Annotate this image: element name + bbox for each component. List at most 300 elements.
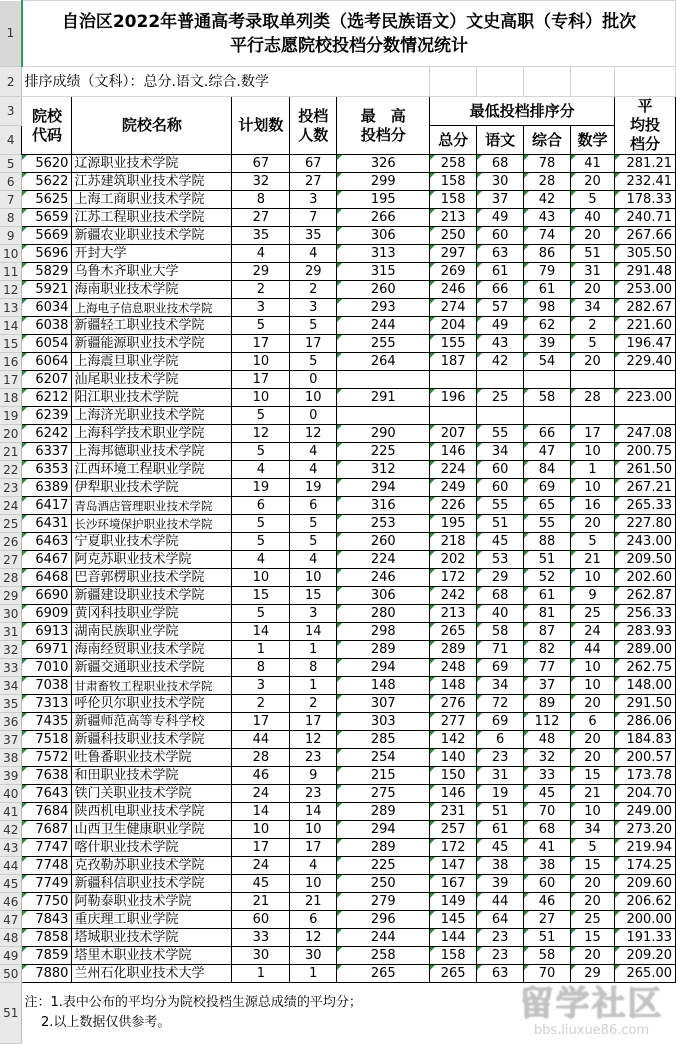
- cell-max[interactable]: 244: [337, 929, 430, 947]
- cell-name[interactable]: 阿克苏职业技术学院: [72, 551, 232, 569]
- cell-name[interactable]: 新疆能源职业技术学院: [72, 335, 232, 353]
- cell-max[interactable]: 265: [337, 965, 430, 983]
- cell-code[interactable]: 5625: [22, 191, 72, 209]
- cell-name[interactable]: 喀什职业技术学院: [72, 839, 232, 857]
- cell-admitted[interactable]: 8: [290, 659, 337, 677]
- cell-chinese[interactable]: 60: [477, 479, 524, 497]
- row-header[interactable]: 17: [0, 371, 22, 389]
- cell-avg[interactable]: 243.00: [614, 533, 675, 551]
- cell-plan[interactable]: 24: [232, 857, 290, 875]
- row-header[interactable]: 35: [0, 695, 22, 713]
- cell-math[interactable]: 16: [571, 497, 615, 515]
- cell-admitted[interactable]: 14: [290, 623, 337, 641]
- cell-code[interactable]: 5620: [22, 155, 72, 173]
- cell-comprehensive[interactable]: 86: [524, 245, 571, 263]
- cell-plan[interactable]: 15: [232, 587, 290, 605]
- cell-name[interactable]: 上海科学技术职业学院: [72, 425, 232, 443]
- cell-admitted[interactable]: 17: [290, 713, 337, 731]
- cell-name[interactable]: 吐鲁番职业技术学院: [72, 749, 232, 767]
- cell-avg[interactable]: 174.25: [614, 857, 675, 875]
- cell-plan[interactable]: 19: [232, 479, 290, 497]
- cell-avg[interactable]: 247.08: [614, 425, 675, 443]
- header-chinese[interactable]: 语文: [477, 126, 524, 155]
- cell-chinese[interactable]: 55: [477, 425, 524, 443]
- cell-total[interactable]: 149: [430, 893, 477, 911]
- cell-comprehensive[interactable]: 82: [524, 641, 571, 659]
- cell-admitted[interactable]: 29: [290, 263, 337, 281]
- cell-name[interactable]: 和田职业技术学院: [72, 767, 232, 785]
- cell-code[interactable]: 7880: [22, 965, 72, 983]
- row-header[interactable]: 46: [0, 893, 22, 911]
- cell-plan[interactable]: 10: [232, 389, 290, 407]
- row-header[interactable]: 43: [0, 839, 22, 857]
- cell-math[interactable]: 20: [571, 173, 615, 191]
- cell-admitted[interactable]: 1: [290, 677, 337, 695]
- cell-name[interactable]: 陕西机电职业技术学院: [72, 803, 232, 821]
- cell-total[interactable]: 146: [430, 443, 477, 461]
- cell-code[interactable]: 6064: [22, 353, 72, 371]
- cell-plan[interactable]: 14: [232, 623, 290, 641]
- cell-avg[interactable]: 253.00: [614, 281, 675, 299]
- cell-math[interactable]: 20: [571, 353, 615, 371]
- row-header[interactable]: 28: [0, 569, 22, 587]
- cell-max[interactable]: 264: [337, 353, 430, 371]
- row-header[interactable]: 9: [0, 227, 22, 245]
- cell-total[interactable]: 196: [430, 389, 477, 407]
- cell-comprehensive[interactable]: 70: [524, 965, 571, 983]
- cell-max[interactable]: 290: [337, 425, 430, 443]
- cell-chinese[interactable]: 60: [477, 461, 524, 479]
- cell-name[interactable]: 甘肃畜牧工程职业技术学院: [72, 677, 232, 695]
- header-math[interactable]: 数学: [571, 126, 615, 155]
- cell-total[interactable]: 140: [430, 749, 477, 767]
- cell-admitted[interactable]: 5: [290, 353, 337, 371]
- cell-total[interactable]: 145: [430, 911, 477, 929]
- cell-admitted[interactable]: 5: [290, 515, 337, 533]
- cell-comprehensive[interactable]: 45: [524, 785, 571, 803]
- cell-avg[interactable]: 262.87: [614, 587, 675, 605]
- cell-name[interactable]: 江西环境工程职业学院: [72, 461, 232, 479]
- cell-total[interactable]: 226: [430, 497, 477, 515]
- cell-code[interactable]: 6913: [22, 623, 72, 641]
- cell-avg[interactable]: 227.80: [614, 515, 675, 533]
- cell-total[interactable]: 249: [430, 479, 477, 497]
- cell-code[interactable]: 7435: [22, 713, 72, 731]
- cell-code[interactable]: 5659: [22, 209, 72, 227]
- row-header[interactable]: 20: [0, 425, 22, 443]
- cell-total[interactable]: 158: [430, 191, 477, 209]
- cell-comprehensive[interactable]: 48: [524, 731, 571, 749]
- cell-total[interactable]: 187: [430, 353, 477, 371]
- cell-code[interactable]: 6337: [22, 443, 72, 461]
- header-min-group[interactable]: 最低投档排序分: [430, 97, 615, 126]
- cell-avg[interactable]: 209.60: [614, 875, 675, 893]
- cell-math[interactable]: 51: [571, 245, 615, 263]
- cell-chinese[interactable]: 53: [477, 551, 524, 569]
- cell-chinese[interactable]: 63: [477, 965, 524, 983]
- cell-total[interactable]: 276: [430, 695, 477, 713]
- header-plan[interactable]: 计划数: [232, 97, 290, 155]
- row-header[interactable]: 27: [0, 551, 22, 569]
- cell-code[interactable]: 6242: [22, 425, 72, 443]
- cell-chinese[interactable]: 34: [477, 443, 524, 461]
- row-header[interactable]: 12: [0, 281, 22, 299]
- cell-max[interactable]: 307: [337, 695, 430, 713]
- row-header[interactable]: 21: [0, 443, 22, 461]
- cell-total[interactable]: 213: [430, 209, 477, 227]
- cell-comprehensive[interactable]: 43: [524, 209, 571, 227]
- cell-max[interactable]: 260: [337, 281, 430, 299]
- cell-max[interactable]: 289: [337, 839, 430, 857]
- cell-total[interactable]: 274: [430, 299, 477, 317]
- cell-avg[interactable]: 206.62: [614, 893, 675, 911]
- cell-max[interactable]: 298: [337, 623, 430, 641]
- cell-total[interactable]: 248: [430, 659, 477, 677]
- cell-total[interactable]: 289: [430, 641, 477, 659]
- cell-admitted[interactable]: 35: [290, 227, 337, 245]
- cell-name[interactable]: 海南经贸职业技术学院: [72, 641, 232, 659]
- row-header[interactable]: 30: [0, 605, 22, 623]
- cell-avg[interactable]: 273.20: [614, 821, 675, 839]
- cell-comprehensive[interactable]: 41: [524, 839, 571, 857]
- cell-name[interactable]: 新疆轻工职业技术学院: [72, 317, 232, 335]
- cell-total[interactable]: 202: [430, 551, 477, 569]
- cell-plan[interactable]: 4: [232, 461, 290, 479]
- cell-comprehensive[interactable]: 62: [524, 317, 571, 335]
- cell-admitted[interactable]: 10: [290, 569, 337, 587]
- cell-max[interactable]: 250: [337, 875, 430, 893]
- empty-cell[interactable]: [477, 67, 524, 97]
- row-header[interactable]: 37: [0, 731, 22, 749]
- cell-comprehensive[interactable]: 42: [524, 191, 571, 209]
- row-header[interactable]: 33: [0, 659, 22, 677]
- cell-avg[interactable]: 240.71: [614, 209, 675, 227]
- cell-max[interactable]: 294: [337, 821, 430, 839]
- cell-max[interactable]: 195: [337, 191, 430, 209]
- cell-plan[interactable]: 8: [232, 659, 290, 677]
- cell-code[interactable]: 6389: [22, 479, 72, 497]
- cell-math[interactable]: 1: [571, 461, 615, 479]
- cell-plan[interactable]: 5: [232, 605, 290, 623]
- cell-math[interactable]: 28: [571, 389, 615, 407]
- cell-total[interactable]: 204: [430, 317, 477, 335]
- cell-math[interactable]: 21: [571, 785, 615, 803]
- cell-chinese[interactable]: 6: [477, 731, 524, 749]
- row-header[interactable]: 50: [0, 965, 22, 983]
- cell-plan[interactable]: 17: [232, 371, 290, 389]
- cell-math[interactable]: 20: [571, 875, 615, 893]
- cell-code[interactable]: 5829: [22, 263, 72, 281]
- cell-math[interactable]: 20: [571, 695, 615, 713]
- cell-plan[interactable]: 1: [232, 965, 290, 983]
- row-header[interactable]: 18: [0, 389, 22, 407]
- cell-chinese[interactable]: 39: [477, 875, 524, 893]
- cell-name[interactable]: 新疆交通职业技术学院: [72, 659, 232, 677]
- cell-avg[interactable]: 281.21: [614, 155, 675, 173]
- cell-comprehensive[interactable]: 52: [524, 569, 571, 587]
- cell-code[interactable]: 7038: [22, 677, 72, 695]
- row-header[interactable]: 31: [0, 623, 22, 641]
- cell-name[interactable]: 辽源职业技术学院: [72, 155, 232, 173]
- cell-name[interactable]: 阿勒泰职业技术学院: [72, 893, 232, 911]
- cell-admitted[interactable]: 10: [290, 875, 337, 893]
- cell-plan[interactable]: 17: [232, 335, 290, 353]
- cell-max[interactable]: 312: [337, 461, 430, 479]
- cell-plan[interactable]: 35: [232, 227, 290, 245]
- cell-comprehensive[interactable]: 54: [524, 353, 571, 371]
- cell-admitted[interactable]: 10: [290, 821, 337, 839]
- cell-admitted[interactable]: 2: [290, 281, 337, 299]
- cell-comprehensive[interactable]: 88: [524, 533, 571, 551]
- cell-name[interactable]: 新疆科信职业技术学院: [72, 875, 232, 893]
- cell-comprehensive[interactable]: 89: [524, 695, 571, 713]
- cell-admitted[interactable]: 3: [290, 299, 337, 317]
- cell-max[interactable]: 244: [337, 317, 430, 335]
- cell-comprehensive[interactable]: 39: [524, 335, 571, 353]
- cell-avg[interactable]: 265.00: [614, 965, 675, 983]
- cell-total[interactable]: 231: [430, 803, 477, 821]
- cell-total[interactable]: 257: [430, 821, 477, 839]
- empty-cell[interactable]: [571, 67, 615, 97]
- cell-avg[interactable]: 267.66: [614, 227, 675, 245]
- cell-admitted[interactable]: 17: [290, 335, 337, 353]
- cell-comprehensive[interactable]: 66: [524, 425, 571, 443]
- cell-max[interactable]: 225: [337, 857, 430, 875]
- cell-admitted[interactable]: 1: [290, 641, 337, 659]
- cell-admitted[interactable]: 4: [290, 443, 337, 461]
- cell-chinese[interactable]: 43: [477, 335, 524, 353]
- cell-avg[interactable]: 178.33: [614, 191, 675, 209]
- cell-plan[interactable]: 21: [232, 893, 290, 911]
- cell-max[interactable]: 225: [337, 443, 430, 461]
- cell-plan[interactable]: 5: [232, 317, 290, 335]
- cell-comprehensive[interactable]: 112: [524, 713, 571, 731]
- cell-math[interactable]: 10: [571, 479, 615, 497]
- cell-plan[interactable]: 24: [232, 785, 290, 803]
- cell-math[interactable]: 21: [571, 551, 615, 569]
- notes-cell[interactable]: [22, 983, 676, 1044]
- cell-math[interactable]: 5: [571, 191, 615, 209]
- cell-total[interactable]: 148: [430, 677, 477, 695]
- header-comprehensive[interactable]: 综合: [524, 126, 571, 155]
- cell-code[interactable]: 6207: [22, 371, 72, 389]
- cell-total[interactable]: 213: [430, 605, 477, 623]
- cell-chinese[interactable]: 57: [477, 299, 524, 317]
- cell-total[interactable]: 246: [430, 281, 477, 299]
- cell-chinese[interactable]: [477, 371, 524, 389]
- cell-max[interactable]: [337, 371, 430, 389]
- cell-code[interactable]: 7750: [22, 893, 72, 911]
- sort-note-cell[interactable]: 排序成绩（文科）：总分.语文.综合.数学: [22, 67, 430, 97]
- cell-max[interactable]: 326: [337, 155, 430, 173]
- cell-code[interactable]: 7684: [22, 803, 72, 821]
- cell-max[interactable]: 246: [337, 569, 430, 587]
- row-header[interactable]: 41: [0, 803, 22, 821]
- cell-admitted[interactable]: 30: [290, 947, 337, 965]
- cell-comprehensive[interactable]: 69: [524, 479, 571, 497]
- cell-chinese[interactable]: 29: [477, 569, 524, 587]
- row-header[interactable]: 2: [0, 67, 22, 97]
- empty-cell[interactable]: [524, 67, 571, 97]
- cell-math[interactable]: 2: [571, 317, 615, 335]
- cell-code[interactable]: 7749: [22, 875, 72, 893]
- cell-chinese[interactable]: 61: [477, 821, 524, 839]
- row-header[interactable]: 42: [0, 821, 22, 839]
- row-header[interactable]: 13: [0, 299, 22, 317]
- row-header[interactable]: 14: [0, 317, 22, 335]
- cell-name[interactable]: 兰州石化职业技术大学: [72, 965, 232, 983]
- cell-code[interactable]: 7843: [22, 911, 72, 929]
- cell-avg[interactable]: 148.00: [614, 677, 675, 695]
- cell-name[interactable]: 上海震旦职业学院: [72, 353, 232, 371]
- cell-avg[interactable]: 282.67: [614, 299, 675, 317]
- row-header[interactable]: 19: [0, 407, 22, 425]
- row-header[interactable]: 4: [0, 126, 22, 155]
- cell-comprehensive[interactable]: 58: [524, 947, 571, 965]
- cell-max[interactable]: 255: [337, 335, 430, 353]
- cell-code[interactable]: 6034: [22, 299, 72, 317]
- cell-math[interactable]: 15: [571, 767, 615, 785]
- cell-name[interactable]: 阳江职业技术学院: [72, 389, 232, 407]
- cell-admitted[interactable]: 67: [290, 155, 337, 173]
- cell-chinese[interactable]: 58: [477, 623, 524, 641]
- row-header[interactable]: 1: [0, 1, 22, 67]
- cell-comprehensive[interactable]: 28: [524, 173, 571, 191]
- cell-comprehensive[interactable]: 61: [524, 587, 571, 605]
- cell-plan[interactable]: 32: [232, 173, 290, 191]
- cell-admitted[interactable]: 12: [290, 425, 337, 443]
- cell-total[interactable]: 250: [430, 227, 477, 245]
- cell-total[interactable]: 146: [430, 785, 477, 803]
- cell-math[interactable]: 6: [571, 713, 615, 731]
- cell-comprehensive[interactable]: 51: [524, 929, 571, 947]
- cell-plan[interactable]: 6: [232, 497, 290, 515]
- cell-avg[interactable]: 232.41: [614, 173, 675, 191]
- cell-plan[interactable]: 45: [232, 875, 290, 893]
- cell-comprehensive[interactable]: 98: [524, 299, 571, 317]
- cell-admitted[interactable]: 5: [290, 317, 337, 335]
- cell-chinese[interactable]: 61: [477, 263, 524, 281]
- cell-code[interactable]: 7313: [22, 695, 72, 713]
- cell-chinese[interactable]: 51: [477, 803, 524, 821]
- cell-chinese[interactable]: 34: [477, 677, 524, 695]
- cell-math[interactable]: 15: [571, 857, 615, 875]
- cell-plan[interactable]: 46: [232, 767, 290, 785]
- cell-total[interactable]: 207: [430, 425, 477, 443]
- cell-code[interactable]: 6431: [22, 515, 72, 533]
- cell-plan[interactable]: 4: [232, 551, 290, 569]
- cell-plan[interactable]: 28: [232, 749, 290, 767]
- cell-total[interactable]: 218: [430, 533, 477, 551]
- cell-name[interactable]: 塔里木职业技术学院: [72, 947, 232, 965]
- cell-max[interactable]: 285: [337, 731, 430, 749]
- cell-max[interactable]: 253: [337, 515, 430, 533]
- cell-code[interactable]: 6353: [22, 461, 72, 479]
- cell-avg[interactable]: 209.20: [614, 947, 675, 965]
- cell-comprehensive[interactable]: 87: [524, 623, 571, 641]
- cell-admitted[interactable]: 4: [290, 551, 337, 569]
- cell-max[interactable]: 260: [337, 533, 430, 551]
- cell-plan[interactable]: 30: [232, 947, 290, 965]
- cell-math[interactable]: 24: [571, 623, 615, 641]
- row-header[interactable]: 3: [0, 97, 22, 126]
- cell-avg[interactable]: 223.00: [614, 389, 675, 407]
- row-header[interactable]: 16: [0, 353, 22, 371]
- cell-name[interactable]: 汕尾职业技术学院: [72, 371, 232, 389]
- cell-comprehensive[interactable]: 70: [524, 803, 571, 821]
- cell-admitted[interactable]: 6: [290, 911, 337, 929]
- cell-total[interactable]: 172: [430, 569, 477, 587]
- cell-plan[interactable]: 5: [232, 515, 290, 533]
- cell-comprehensive[interactable]: 37: [524, 677, 571, 695]
- row-header[interactable]: 7: [0, 191, 22, 209]
- cell-total[interactable]: 147: [430, 857, 477, 875]
- cell-avg[interactable]: 219.94: [614, 839, 675, 857]
- cell-code[interactable]: 7859: [22, 947, 72, 965]
- cell-name[interactable]: 青岛酒店管理职业技术学院: [72, 497, 232, 515]
- row-header[interactable]: 38: [0, 749, 22, 767]
- cell-avg[interactable]: 184.83: [614, 731, 675, 749]
- cell-comprehensive[interactable]: 79: [524, 263, 571, 281]
- cell-name[interactable]: 长沙环境保护职业技术学院: [72, 515, 232, 533]
- cell-math[interactable]: 20: [571, 281, 615, 299]
- cell-admitted[interactable]: 9: [290, 767, 337, 785]
- cell-max[interactable]: 289: [337, 641, 430, 659]
- cell-max[interactable]: 306: [337, 227, 430, 245]
- cell-max[interactable]: 275: [337, 785, 430, 803]
- cell-code[interactable]: 6468: [22, 569, 72, 587]
- empty-cell[interactable]: [614, 67, 675, 97]
- cell-chinese[interactable]: [477, 407, 524, 425]
- cell-avg[interactable]: 191.33: [614, 929, 675, 947]
- cell-total[interactable]: 242: [430, 587, 477, 605]
- row-header[interactable]: 23: [0, 479, 22, 497]
- cell-name[interactable]: 新疆科技职业技术学院: [72, 731, 232, 749]
- cell-admitted[interactable]: 23: [290, 785, 337, 803]
- cell-admitted[interactable]: 23: [290, 749, 337, 767]
- cell-comprehensive[interactable]: 81: [524, 605, 571, 623]
- cell-max[interactable]: 279: [337, 893, 430, 911]
- row-header[interactable]: 40: [0, 785, 22, 803]
- sheet-title[interactable]: [22, 1, 676, 67]
- cell-math[interactable]: 20: [571, 731, 615, 749]
- cell-plan[interactable]: 5: [232, 533, 290, 551]
- cell-code[interactable]: 5622: [22, 173, 72, 191]
- cell-chinese[interactable]: 19: [477, 785, 524, 803]
- cell-total[interactable]: [430, 407, 477, 425]
- cell-max[interactable]: 215: [337, 767, 430, 785]
- cell-comprehensive[interactable]: 38: [524, 857, 571, 875]
- cell-plan[interactable]: 3: [232, 299, 290, 317]
- cell-total[interactable]: 155: [430, 335, 477, 353]
- row-header[interactable]: 26: [0, 533, 22, 551]
- cell-admitted[interactable]: 3: [290, 605, 337, 623]
- cell-total[interactable]: 158: [430, 173, 477, 191]
- cell-name[interactable]: 新疆师范高等专科学校: [72, 713, 232, 731]
- cell-avg[interactable]: 291.48: [614, 263, 675, 281]
- cell-admitted[interactable]: 4: [290, 857, 337, 875]
- cell-math[interactable]: 20: [571, 227, 615, 245]
- cell-chinese[interactable]: 31: [477, 767, 524, 785]
- cell-code[interactable]: 6690: [22, 587, 72, 605]
- cell-math[interactable]: 20: [571, 749, 615, 767]
- cell-plan[interactable]: 10: [232, 569, 290, 587]
- cell-admitted[interactable]: 12: [290, 929, 337, 947]
- cell-avg[interactable]: [614, 407, 675, 425]
- cell-code[interactable]: 7518: [22, 731, 72, 749]
- cell-math[interactable]: 15: [571, 929, 615, 947]
- cell-admitted[interactable]: 12: [290, 731, 337, 749]
